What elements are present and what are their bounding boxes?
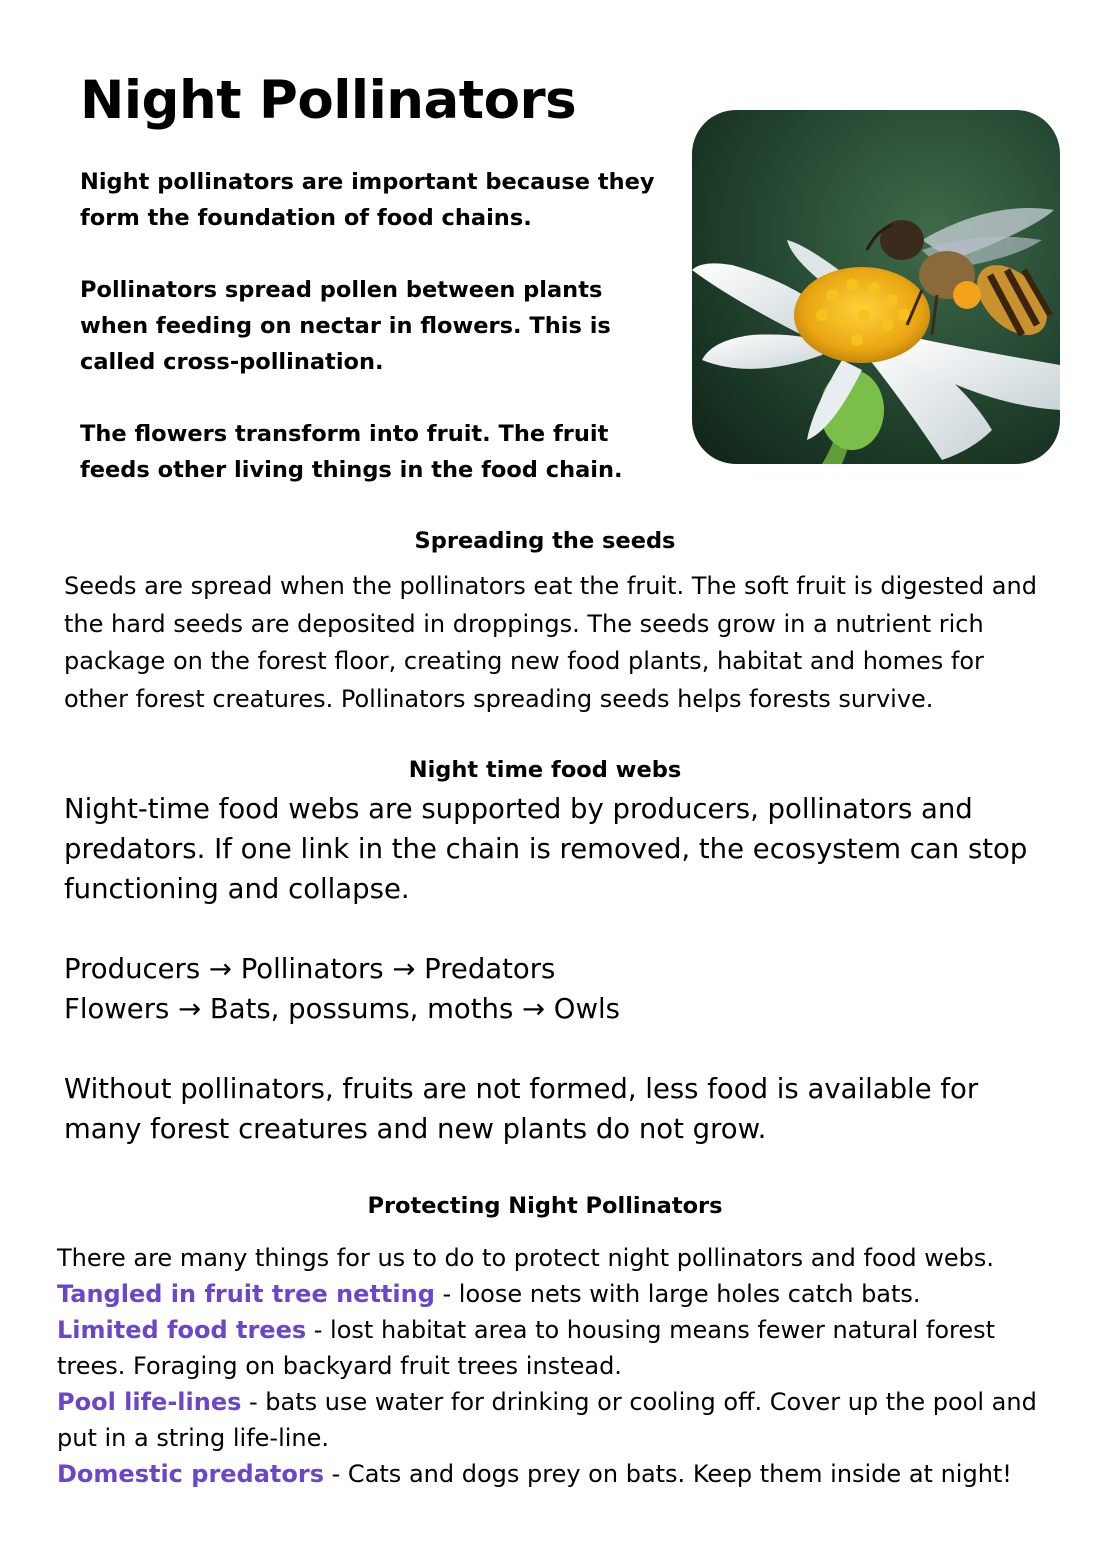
- intro-paragraph: Night pollinators are important because they form the foundation of food chains.: [80, 169, 655, 231]
- protect-item-text: - loose nets with large holes catch bats.: [434, 1280, 921, 1308]
- protect-item: [57, 1384, 1057, 1456]
- food-chain-line: Flowers → Bats, possums, moths → Owls: [64, 993, 620, 1025]
- food-chain-line: Producers → Pollinators → Predators: [64, 953, 556, 985]
- protect-item-text: - bats use water for drinking or cooling off. Cover up the pool and put in a string life-line.: [57, 1388, 1037, 1452]
- protect-item-text: - lost habitat area to housing means fewer natural forest trees. Foraging on backyard fruit trees instead.: [57, 1316, 996, 1380]
- intro-paragraph: Pollinators spread pollen between plants when feeding on nectar in flowers. This is called cross-pollination.: [80, 277, 611, 375]
- protect-item-term: Limited food trees: [57, 1316, 307, 1344]
- protect-item-term: Pool life-lines: [57, 1388, 242, 1416]
- food-webs-conclusion: Without pollinators, fruits are not formed, less food is available for many forest creatures and new plants do not grow.: [64, 1073, 979, 1145]
- intro-paragraph: The flowers transform into fruit. The fruit feeds other living things in the food chain.: [80, 421, 623, 483]
- section-heading-seeds: Spreading the seeds: [414, 528, 676, 554]
- seeds-paragraph: Seeds are spread when the pollinators eat the fruit. The soft fruit is digested and the hard seeds are deposited in droppings. The seeds grow in a nutrient rich package on the forest floor, creating new food plants, habitat and homes for other forest creatures. Pollinators spreading seeds helps forests survive.: [64, 572, 1037, 713]
- protect-section: [57, 1240, 1057, 1492]
- section-heading-protecting: Protecting Night Pollinators: [367, 1193, 723, 1219]
- protect-intro: There are many things for us to do to protect night pollinators and food webs.: [57, 1244, 994, 1272]
- protect-item-text: - Cats and dogs prey on bats. Keep them inside at night!: [324, 1460, 1012, 1488]
- page-title: Night Pollinators: [80, 70, 577, 131]
- intro-section: [80, 164, 660, 488]
- food-webs-section: [64, 789, 1054, 1149]
- food-webs-intro: Night-time food webs are supported by producers, pollinators and predators. If one link in the chain is removed, the ecosystem can stop functioning and collapse.: [64, 793, 1028, 905]
- protect-item: [57, 1312, 1057, 1384]
- protect-item: [57, 1276, 1057, 1312]
- protect-item: [57, 1456, 1057, 1492]
- protect-item-term: Tangled in fruit tree netting: [57, 1280, 435, 1308]
- bee-on-daisy-photo: [692, 110, 1060, 464]
- section-heading-food-webs: Night time food webs: [408, 757, 682, 783]
- protect-item-term: Domestic predators: [57, 1460, 325, 1488]
